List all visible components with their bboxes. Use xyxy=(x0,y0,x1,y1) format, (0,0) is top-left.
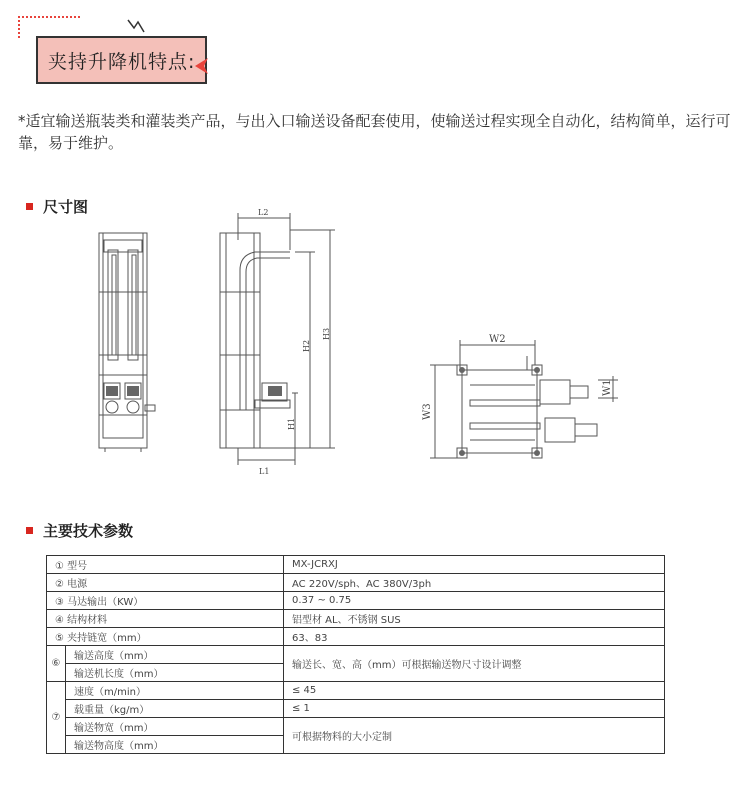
badge-box xyxy=(36,36,207,84)
spec-label: 输送物宽（mm） xyxy=(66,718,284,736)
table-row xyxy=(47,718,665,736)
spec-value: MX-JCRXJ xyxy=(284,556,665,574)
dimension-drawing xyxy=(0,205,750,485)
label-h3: H3 xyxy=(322,327,331,340)
group-number: ⑥ xyxy=(47,646,66,682)
red-square-icon xyxy=(26,527,33,534)
label-h2: H2 xyxy=(302,339,311,352)
spec-value: 可根据物料的大小定制 xyxy=(284,718,665,754)
spec-label: ③ 马达输出（KW） xyxy=(47,592,284,610)
table-row xyxy=(47,574,665,592)
table-row xyxy=(47,628,665,646)
spec-label: ② 电源 xyxy=(47,574,284,592)
arrow-icon xyxy=(194,54,210,78)
spec-label: 输送物高度（mm） xyxy=(66,736,284,754)
spec-label: 载重量（kg/m） xyxy=(66,700,284,718)
product-description: *适宜输送瓶装类和灌装类产品，与出入口输送设备配套使用，使输送过程实现全自动化，结构简单，运行可靠，易于维护。 xyxy=(18,112,731,152)
label-l2: L2 xyxy=(258,208,269,217)
group-number: ⑦ xyxy=(47,682,66,754)
table-row xyxy=(47,592,665,610)
spec-label: 速度（m/min） xyxy=(66,682,284,700)
side-view xyxy=(220,213,335,465)
table-row xyxy=(47,700,665,718)
specs-section-title xyxy=(26,520,133,541)
dimension-title-text: 尺寸图 xyxy=(43,198,89,216)
label-h1: H1 xyxy=(287,417,296,430)
spec-value: 铝型材 AL、不锈钢 SUS xyxy=(284,610,665,628)
spec-label: ④ 结构材料 xyxy=(47,610,284,628)
table-row xyxy=(47,556,665,574)
label-w1: W1 xyxy=(602,379,613,396)
spec-label: ⑤ 夹持链宽（mm） xyxy=(47,628,284,646)
spec-value: ≤ 45 xyxy=(284,682,665,700)
table-row xyxy=(47,682,665,700)
table-row xyxy=(47,646,665,664)
spec-label: ① 型号 xyxy=(47,556,284,574)
spec-value: ≤ 1 xyxy=(284,700,665,718)
badge-text: 夹持升降机特点: xyxy=(48,50,196,73)
label-w2: W2 xyxy=(489,334,506,345)
dotted-corner-decoration xyxy=(18,16,80,38)
feature-badge xyxy=(18,16,208,88)
table-row xyxy=(47,610,665,628)
spec-label: 输送机长度（mm） xyxy=(66,664,284,682)
specs-title-text: 主要技术参数 xyxy=(43,522,134,540)
spec-value: 63、83 xyxy=(284,628,665,646)
specs-table xyxy=(46,555,665,754)
spark-icon xyxy=(126,16,156,36)
label-w3: W3 xyxy=(422,403,433,420)
label-l1: L1 xyxy=(259,467,270,476)
spec-value: 0.37 ~ 0.75 xyxy=(284,592,665,610)
spec-value: 输送长、宽、高（mm）可根据输送物尺寸设计调整 xyxy=(284,646,665,682)
spec-label: 输送高度（mm） xyxy=(66,646,284,664)
front-view xyxy=(99,233,155,452)
spec-value: AC 220V/sph、AC 380V/3ph xyxy=(284,574,665,592)
top-view xyxy=(430,340,618,458)
